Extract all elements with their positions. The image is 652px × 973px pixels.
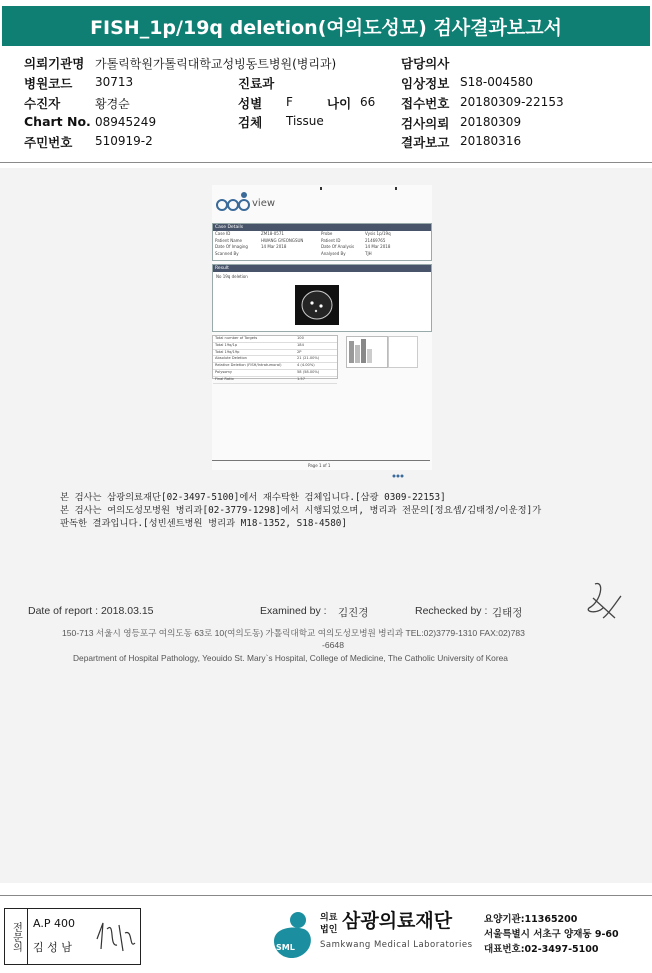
foundation-small-bottom: 법인 xyxy=(320,925,338,935)
report-label: 결과보고 xyxy=(401,135,450,150)
clinical-info-value: S18-004580 xyxy=(460,75,534,89)
body-line-3: 판독한 결과입니다.[성빈센트병원 병리과 M18-1352, S18-4580] xyxy=(60,518,348,529)
foundation-address: 서울특별시 서초구 양재동 9-60 xyxy=(484,929,619,940)
case-cell: TJH xyxy=(365,250,372,256)
approver-side-label xyxy=(5,909,28,964)
header-divider xyxy=(0,162,652,163)
doctor-label: 담당의사 xyxy=(401,56,450,71)
case-details-section xyxy=(212,223,432,261)
stats-cell: Total 19q/1p xyxy=(215,342,238,347)
stats-cell: 2P xyxy=(297,349,302,354)
scan-dot xyxy=(320,187,322,190)
sml-logo-icon xyxy=(268,907,318,963)
signature-icon xyxy=(575,578,625,628)
bottom-divider xyxy=(0,895,652,896)
result-title: Result xyxy=(213,265,431,272)
age-label: 나이 xyxy=(327,96,352,111)
id-label: 주민번호 xyxy=(24,135,73,150)
specimen-label: 검체 xyxy=(238,115,263,130)
stats-cell: Absolute Deletion xyxy=(215,356,247,361)
stats-cell: Final Ratio xyxy=(215,376,234,381)
care-code: 요양기관:11365200 xyxy=(484,914,578,925)
bioview-logo-text: view xyxy=(252,198,276,209)
stats-row xyxy=(213,356,337,363)
stats-cell: Total number of Targets xyxy=(215,336,258,340)
case-cell: Date Of Analysis xyxy=(321,244,355,249)
stats-row xyxy=(213,350,337,357)
institution-label: 의뢰기관명 xyxy=(24,56,85,71)
stats-small-table xyxy=(388,336,418,368)
case-details-title: Case Details xyxy=(213,224,431,231)
stats-cell: Total 19q/19p xyxy=(215,349,240,354)
approver-signature-icon xyxy=(93,919,137,957)
patient-info-block xyxy=(0,50,652,160)
sex-label: 성별 xyxy=(238,96,263,111)
report-value: 20180316 xyxy=(460,134,522,148)
case-cell: ZM18-0571 xyxy=(261,231,284,236)
body-text xyxy=(60,491,620,530)
stats-cell: 58 (58.00%) xyxy=(297,369,320,374)
body-line-1: 본 검사는 삼광의료재단[02-3497-5100]에서 재수탁한 검체입니다.[삼광 0309-22153] xyxy=(60,492,446,503)
embedded-fish-report xyxy=(212,185,432,470)
stats-cell: 184 xyxy=(297,342,304,347)
sml-logo xyxy=(268,907,318,963)
foundation-small-top: 의료 xyxy=(320,913,338,923)
address-line-2: -6648 xyxy=(322,640,344,650)
thumbnail-divider xyxy=(212,460,430,461)
case-row xyxy=(213,251,431,258)
stats-rows xyxy=(213,336,337,384)
stats-row xyxy=(213,336,337,343)
case-cell: HWANG GYEONGSUN xyxy=(261,237,304,243)
stats-row xyxy=(213,377,337,384)
foundation-english: Samkwang Medical Laboratories xyxy=(320,940,473,950)
case-cell: Analysed By xyxy=(321,250,346,256)
case-cell: Patient Name xyxy=(215,237,242,243)
case-cell: Date Of Imaging xyxy=(215,244,248,249)
small-logo-icon xyxy=(392,473,406,478)
date-of-report: Date of report : 2018.03.15 xyxy=(28,605,154,617)
institution-value: 가톨릭학원가톨릭대학교성빙동트병원(병리과) xyxy=(95,57,337,71)
foundation-name: 삼광의료재단 xyxy=(342,910,453,932)
receipt-label: 접수번호 xyxy=(401,96,450,111)
histogram-icon xyxy=(347,337,387,367)
approver-side-text: 전문의 xyxy=(10,921,22,952)
stats-cell: 100 xyxy=(297,336,304,340)
clinical-info-label: 임상정보 xyxy=(401,76,450,91)
request-label: 검사의뢰 xyxy=(401,116,450,131)
request-value: 20180309 xyxy=(460,115,522,129)
bioview-logo xyxy=(214,189,284,215)
examined-by-label: Examined by : xyxy=(260,605,327,617)
fish-cell-image xyxy=(295,285,339,325)
age-value: 66 xyxy=(360,95,376,109)
stats-cell: 21 (21.00%) xyxy=(297,356,320,361)
case-cell: Scanned By xyxy=(215,250,239,256)
examiner-signature xyxy=(575,578,625,628)
case-cell: Patient ID xyxy=(321,237,341,243)
body-line-2: 본 검사는 여의도성모병원 병리과[02-3779-1298]에서 시행되었으며, 병리과 전문의[정요셉/김태정/이운정]가 xyxy=(60,505,542,516)
stats-row xyxy=(213,370,337,377)
patient-label: 수진자 xyxy=(24,96,61,111)
receipt-value: 20180309-22153 xyxy=(460,95,564,109)
report-title: FISH_1p/19q deletion(여의도성모) 검사결과보고서 xyxy=(2,6,650,46)
stats-cell: Relative Deletion (FISH/Intratumoral) xyxy=(215,363,282,368)
case-cell: 21469765 xyxy=(365,237,386,243)
examined-by-value: 김진경 xyxy=(338,607,369,619)
thumbnail-footer-logo xyxy=(392,463,406,468)
hospital-code-label: 병원코드 xyxy=(24,76,73,91)
result-text: No 19q deletion xyxy=(216,274,248,279)
sml-logo-text: SML xyxy=(276,943,295,952)
sex-value: F xyxy=(286,95,293,109)
stats-cell: 4 (4.00%) xyxy=(297,363,315,368)
address-line-1: 150-713 서울시 영등포구 여의도동 63로 10(여의도동) 가톨릭대학교 여의도성모병원 병리과 TEL:02)3779-1310 FAX:02)783 xyxy=(62,628,525,638)
rechecked-by-value: 김태정 xyxy=(492,607,523,619)
result-section xyxy=(212,264,432,332)
case-cell: 14 Mar 2018 xyxy=(365,244,391,249)
chart-value: 08945249 xyxy=(95,115,157,129)
rechecked-by-label: Rechecked by : xyxy=(415,605,488,617)
stats-cell: 1.57 xyxy=(297,376,306,381)
approver-name: 김 성 남 xyxy=(33,941,72,954)
case-cell: Probe xyxy=(321,231,333,236)
stats-row xyxy=(213,343,337,350)
stats-table xyxy=(212,335,338,379)
case-details-rows xyxy=(213,231,431,257)
case-cell: Case ID xyxy=(215,231,231,236)
hospital-code-value: 30713 xyxy=(95,75,134,89)
case-cell: Vysis 1p/19q xyxy=(365,231,391,236)
stats-cell: Polysomy xyxy=(215,369,233,374)
patient-value: 황경순 xyxy=(95,97,130,111)
approver-box xyxy=(4,908,141,965)
specimen-value: Tissue xyxy=(286,114,324,128)
foundation-phone: 대표번호:02-3497-5100 xyxy=(484,944,599,955)
chart-label: Chart No. xyxy=(24,114,91,129)
scan-dot xyxy=(395,187,397,190)
department-english: Department of Hospital Pathology, Yeouido St. Mary`s Hospital, College of Medicine, The Catholic University of Korea xyxy=(73,653,508,663)
stats-row xyxy=(213,363,337,370)
license-number: A.P 400 xyxy=(33,917,75,930)
id-value: 510919-2 xyxy=(95,134,153,148)
thumbnail-page-label: Page 1 of 1 xyxy=(308,463,331,468)
fish-cell-icon xyxy=(295,285,339,325)
stats-graph xyxy=(346,336,388,368)
department-label: 진료과 xyxy=(238,76,275,91)
case-cell: 14 Mar 2018 xyxy=(261,244,287,249)
